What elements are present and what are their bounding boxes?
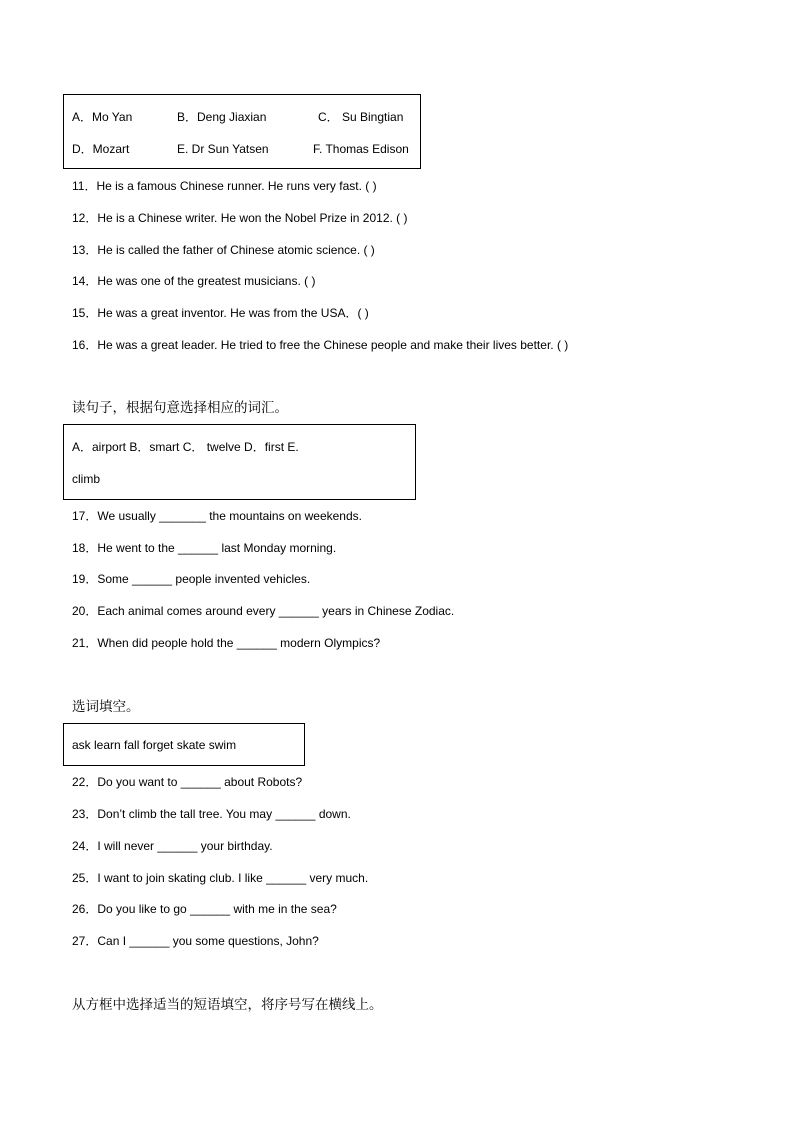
question-19: 19．Some ______ people invented vehicles. [72,572,311,586]
option-a: A．Mo Yan [72,110,133,124]
question-17: 17．We usually _______ the mountains on weekends. [72,509,362,523]
section-heading-2: 读句子，根据句意选择相应的词汇。 [72,400,288,415]
question-23: 23．Don’t climb the tall tree. You may ______ down. [72,807,351,821]
option-e: E. Dr Sun Yatsen [177,142,269,156]
question-26: 26．Do you like to go ______ with me in the sea? [72,902,337,916]
question-21: 21．When did people hold the ______ modern Olympics? [72,636,381,650]
options-row-2: climb [72,472,101,486]
question-12: 12．He is a Chinese writer. He won the Nobel Prize in 2012. ( ) [72,211,408,225]
options-row-1: A．airport B．smart C． twelve D．first E. [72,440,299,454]
option-d: D．Mozart [72,142,130,156]
question-20: 20．Each animal comes around every ______ years in Chinese Zodiac. [72,604,455,618]
question-11: 11．He is a famous Chinese runner. He runs very fast. ( ) [72,179,377,193]
question-24: 24．I will never ______ your birthday. [72,839,273,853]
options-box-2 [63,424,416,500]
question-13: 13．He is called the father of Chinese atomic science. ( ) [72,243,375,257]
option-c: C． Su Bingtian [318,110,404,124]
section-heading-4: 从方框中选择适当的短语填空，将序号写在横线上。 [72,997,383,1012]
options-box-1 [63,94,421,169]
section-heading-3: 选词填空。 [72,699,140,714]
question-25: 25．I want to join skating club. I like ______ very much. [72,871,369,885]
question-14: 14．He was one of the greatest musicians. ( ) [72,274,316,288]
options-row-1: ask learn fall forget skate swim [72,738,237,752]
option-b: B．Deng Jiaxian [177,110,267,124]
question-15: 15．He was a great inventor. He was from the USA．( ) [72,306,369,320]
question-27: 27．Can I ______ you some questions, John? [72,934,319,948]
question-22: 22．Do you want to ______ about Robots? [72,775,303,789]
question-16: 16．He was a great leader. He tried to free the Chinese people and make their lives better. ( ) [72,338,569,352]
options-box-3 [63,723,305,766]
question-18: 18．He went to the ______ last Monday morning. [72,541,337,555]
option-f: F. Thomas Edison [313,142,409,156]
